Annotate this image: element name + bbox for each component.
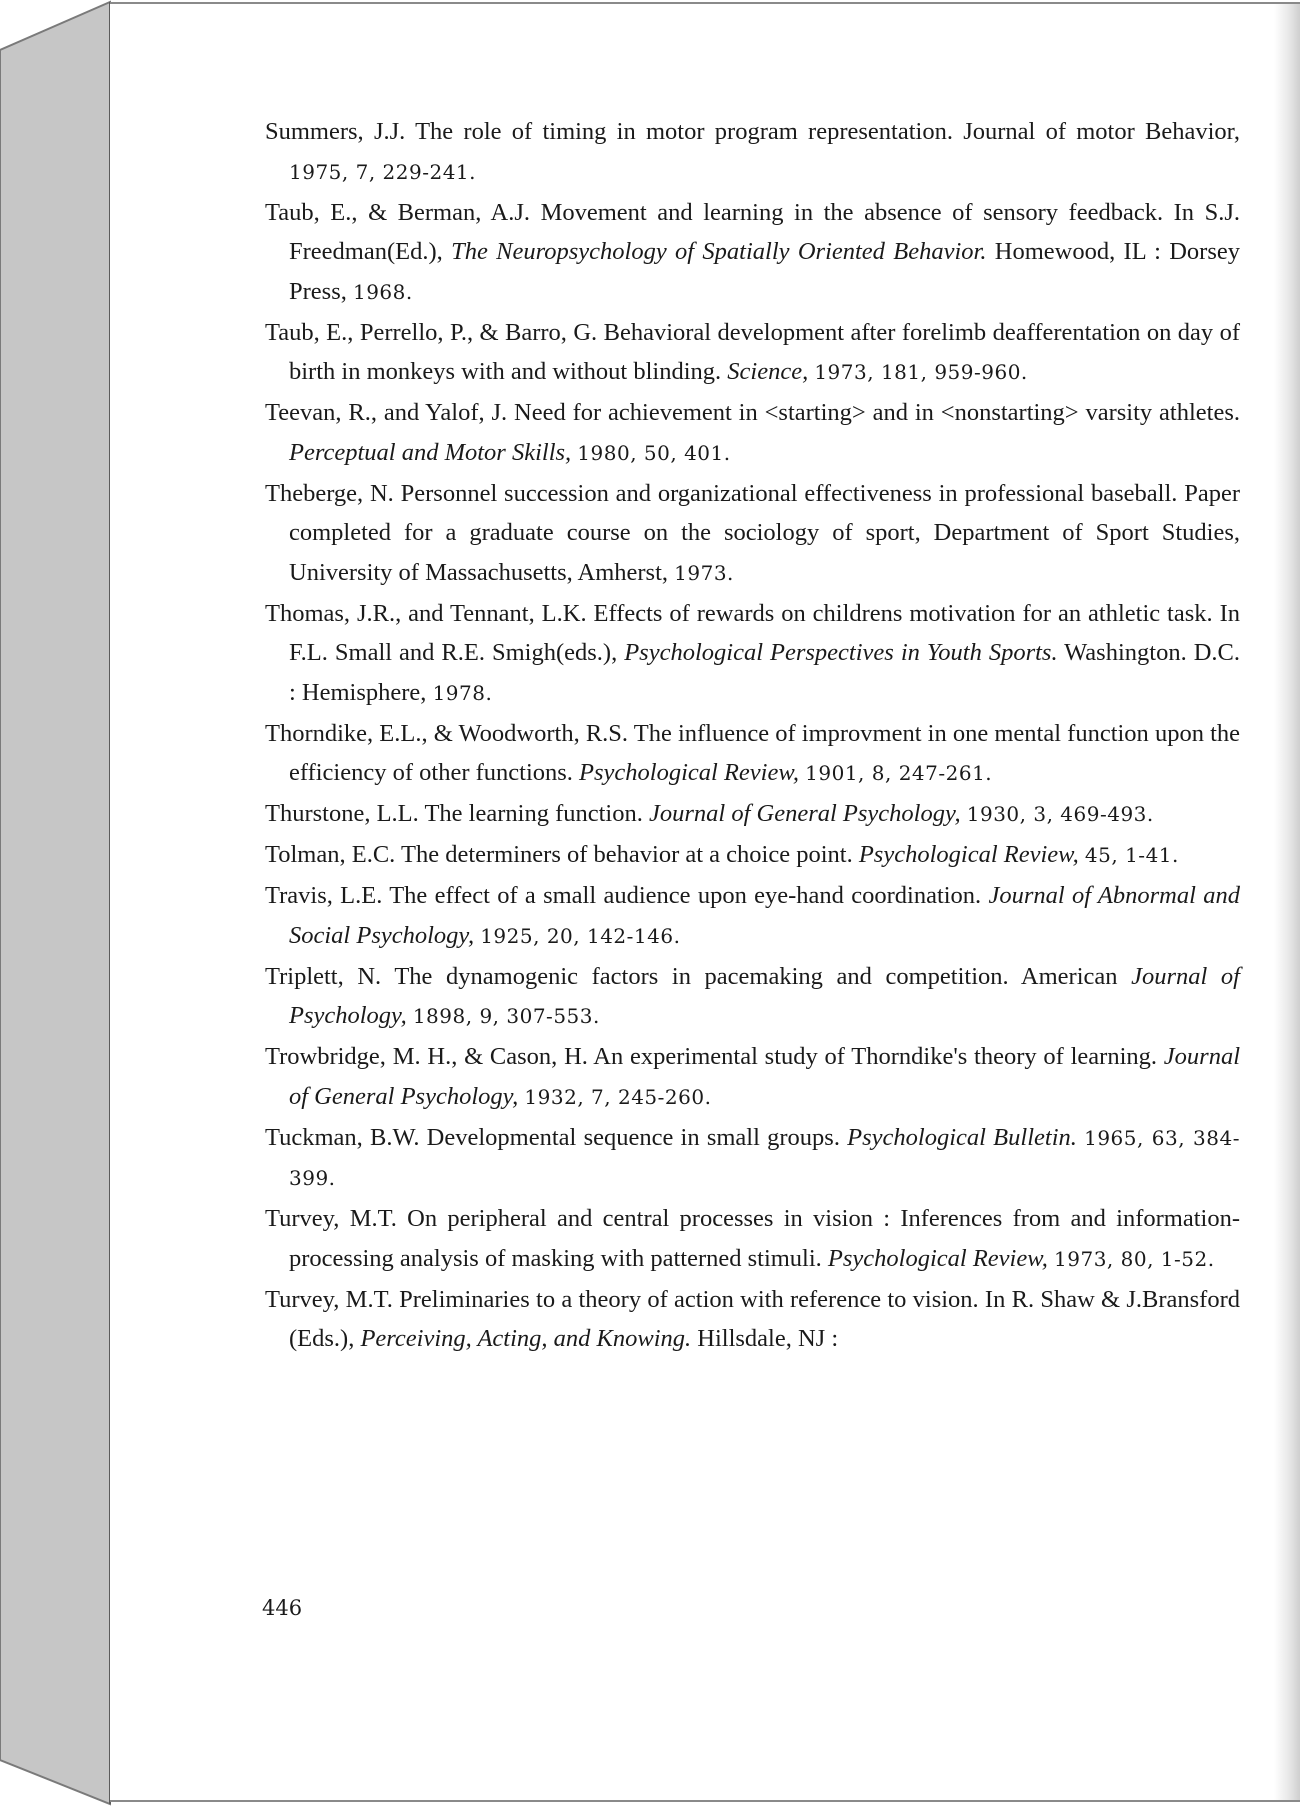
page-edge-shadow <box>1274 4 1300 1800</box>
reference-numbers: 1975, 7, 229-241. <box>289 159 477 184</box>
book-spine-side <box>0 0 112 1806</box>
reference-text: The dynamogenic factors in pacemaking and competition. American <box>381 962 1132 990</box>
reference-item <box>265 1199 1240 1279</box>
reference-author: Thurstone, L.L. <box>265 800 419 827</box>
reference-publisher: Homewood, IL : Dorsey Press, <box>289 238 1240 305</box>
reference-item <box>265 1118 1240 1199</box>
reference-item <box>265 876 1240 956</box>
reference-numbers: 1898, 9, 307-553. <box>412 1004 600 1028</box>
reference-numbers: 1901, 8, 247-261. <box>805 761 993 785</box>
reference-item <box>265 313 1240 393</box>
reference-item <box>265 474 1240 594</box>
reference-author: Summers, J.J. <box>265 118 406 145</box>
reference-text: The determiners of behavior at a choice point. <box>395 841 859 868</box>
reference-item <box>265 794 1240 835</box>
reference-author: Tuckman, B.W. <box>265 1123 420 1151</box>
reference-source: Psychological Review, <box>858 841 1079 868</box>
reference-item <box>265 594 1240 714</box>
reference-numbers: 1932, 7, 245-260. <box>524 1084 712 1109</box>
reference-numbers: 1930, 3, 469-493. <box>966 802 1154 826</box>
reference-source: Psychological Review, <box>579 759 800 786</box>
reference-item <box>265 957 1240 1037</box>
reference-text: The learning function. <box>418 800 649 827</box>
reference-source: Journal of General Psychology, <box>648 800 961 827</box>
reference-author: Thomas, J.R., and Tennant, L.K. <box>265 599 587 627</box>
document-page <box>110 2 1300 1802</box>
reference-item <box>265 1037 1240 1117</box>
reference-author: Theberge, N. <box>265 479 394 507</box>
reference-source: The Neuropsychology of Spatially Oriented Behavior. <box>451 238 987 265</box>
reference-item <box>265 193 1240 313</box>
reference-author: Taub, E., & Berman, A.J. <box>265 198 531 226</box>
reference-source: Journal of Abnormal and Social Psychology, <box>289 882 1240 949</box>
reference-source: Psychological Bulletin. <box>847 1123 1077 1151</box>
reference-text: The influence of improvment in one mental function upon the efficiency of other functions. <box>289 719 1241 786</box>
reference-numbers: 1973, 181, 959-960. <box>814 360 1028 384</box>
reference-text: Behavioral development after forelimb deafferentation on day of birth in monkeys with and without blinding. <box>289 318 1241 385</box>
reference-author: Triplett, N. <box>265 962 382 990</box>
reference-source: Psychological Review, <box>827 1244 1048 1272</box>
reference-item <box>265 714 1240 794</box>
reference-text: Effects of rewards on childrens motivation for an athletic task. In F.L. Small and R.E. Smigh(eds.), <box>289 599 1240 666</box>
reference-text: On peripheral and central processes in vision : Inferences from and information-processing analysis of masking with patterned stimuli. <box>289 1205 1240 1272</box>
reference-text: Developmental sequence in small groups. <box>419 1123 848 1151</box>
reference-list <box>265 112 1240 1360</box>
reference-author: Taub, E., Perrello, P., & Barro, G. <box>265 318 598 346</box>
reference-text: The role of timing in motor program representation. Journal of motor Behavior, <box>405 118 1240 145</box>
reference-numbers: 1925, 20, 142-146. <box>480 923 681 948</box>
reference-source: Journal of Psychology, <box>289 962 1240 1029</box>
reference-author: Turvey, M.T. <box>265 1285 393 1313</box>
reference-numbers: 1980, 50, 401. <box>577 440 731 465</box>
reference-source: Perceiving, Acting, and Knowing. <box>360 1325 692 1352</box>
reference-text: Personnel succession and organizational effectiveness in professional baseball. Paper completed for a graduate course on the sociology of sport, Department of Sport Studies, University of Massachusetts, Amherst, <box>289 479 1240 586</box>
reference-source: Perceptual and Motor Skills, <box>289 438 572 466</box>
reference-source: Psychological Perspectives in Youth Sports. <box>624 639 1058 666</box>
reference-source: Science, <box>727 358 809 385</box>
reference-numbers: 1973, 80, 1-52. <box>1054 1246 1215 1271</box>
reference-text: Movement and learning in the absence of sensory feedback. In S.J. Freedman(Ed.), <box>289 198 1240 265</box>
reference-author: Tolman, E.C. <box>265 841 396 868</box>
reference-text: Need for achievement in <starting> and in <nonstarting> varsity athletes. <box>507 399 1240 426</box>
reference-numbers: 45, 1-41. <box>1084 843 1179 867</box>
reference-numbers: 1978. <box>432 680 493 705</box>
reference-author: Travis, L.E. <box>265 882 383 909</box>
reference-author: Thorndike, E.L., & Woodworth, R.S. <box>265 719 629 747</box>
reference-publisher: Hillsdale, NJ : <box>691 1325 839 1352</box>
reference-numbers: 1965, 63, 384-399. <box>289 1125 1240 1190</box>
reference-item <box>265 835 1240 876</box>
reference-item <box>265 1280 1240 1360</box>
reference-text: An experimental study of Thorndike's theory of learning. <box>587 1043 1164 1070</box>
page-number: 446 <box>262 1596 303 1620</box>
reference-text: The effect of a small audience upon eye-hand coordination. <box>382 882 989 909</box>
reference-author: Trowbridge, M. H., & Cason, H. <box>265 1043 588 1070</box>
reference-source: Journal of General Psychology, <box>289 1043 1240 1110</box>
reference-publisher: Washington. D.C. : Hemisphere, <box>289 639 1240 706</box>
reference-author: Teevan, R., and Yalof, J. <box>265 399 508 426</box>
reference-numbers: 1973. <box>674 560 734 585</box>
reference-item <box>265 112 1240 192</box>
reference-author: Turvey, M.T. <box>265 1205 397 1232</box>
reference-text: Preliminaries to a theory of action with reference to vision. In R. Shaw & J.Bransford (Eds.), <box>289 1285 1241 1352</box>
reference-publisher <box>1077 1124 1084 1151</box>
reference-numbers: 1968. <box>352 279 413 304</box>
reference-item <box>265 393 1240 473</box>
